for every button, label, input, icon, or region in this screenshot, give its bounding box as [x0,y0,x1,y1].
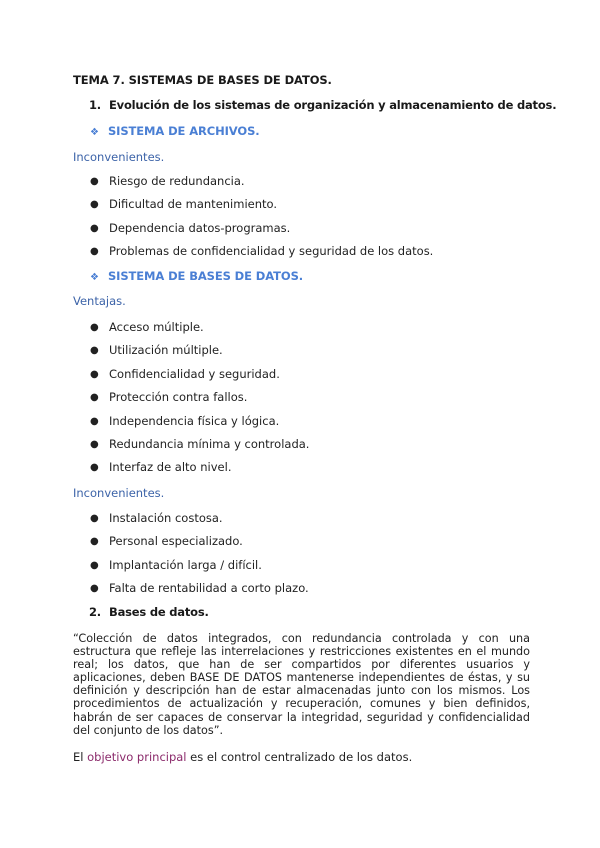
bullet-icon: ● [90,462,99,474]
bullet-icon: ● [90,536,99,548]
section-1-number: 1. [89,98,101,112]
list-item: ● Independencia física y lógica. [90,413,280,428]
section-1-heading [89,98,556,112]
list-item: ● Problemas de confidencialidad y seguridad de los datos. [90,244,434,259]
bullet-icon: ● [90,583,99,595]
bullet-icon: ● [90,559,99,571]
bases-heading-text: SISTEMA DE BASES DE DATOS. [108,269,304,283]
bases-inconvenientes-list [90,511,309,605]
archivos-heading-text: SISTEMA DE ARCHIVOS. [108,124,260,138]
archivos-heading [90,124,260,138]
list-item: ● Dependencia datos-programas. [90,220,291,235]
bullet-icon: ● [90,222,99,234]
bullet-icon: ● [90,513,99,524]
section-2-text: Bases de datos. [109,605,209,619]
bases-heading [90,269,303,283]
bullet-icon: ● [90,415,99,427]
bullet-icon: ● [90,322,99,333]
list-item: ● Dificultad de mantenimiento. [90,197,278,212]
bullet-icon: ● [90,438,99,450]
section-1-text: Evolución de los sistemas de organización y almacenamiento de datos. [109,98,557,112]
list-item: ● Riesgo de redundancia. [90,174,245,188]
bullet-icon: ● [90,368,99,380]
list-item: ● Utilización múltiple. [90,343,223,358]
document-title: TEMA 7. SISTEMAS DE BASES DE DATOS. [73,73,332,87]
archivos-inconvenientes-label: Inconvenientes. [73,150,165,164]
list-item: ● Confidencialidad y seguridad. [90,366,280,381]
objetivo-principal-highlight: objetivo principal [87,750,187,764]
definition-quote: “Colección de datos integrados, con redundancia controlada y con una estructura que refleje las interrelaciones y restricciones existentes en el mundo real; los datos, que han de ser compartidos por diferentes usuarios y aplicaciones, deben BASE DE DATOS mantenerse independientes de éstas, y su definición y descripción han de estar almacenadas junto con los mismos. Los procedimientos de actualización y recuperación, comunes y bien definidos, habrán de ser capaces de conservar la integridad, seguridad y confidencialidad del conjunto de los datos”. [73,632,530,737]
bases-inconvenientes-label: Inconvenientes. [73,486,165,500]
section-2-heading [89,605,209,619]
diamond-bullet-icon: ❖ [90,272,99,283]
bullet-icon: ● [90,176,99,187]
section-2-number: 2. [89,605,101,619]
diamond-bullet-icon: ❖ [90,127,99,138]
bases-ventajas-label: Ventajas. [73,294,126,308]
bullet-icon: ● [90,199,99,211]
list-item: ● Redundancia mínima y controlada. [90,436,310,451]
archivos-inconvenientes-list [90,174,433,268]
bullet-icon: ● [90,345,99,357]
list-item: ● Instalación costosa. [90,511,223,525]
list-item: ● Acceso múltiple. [90,320,204,334]
bullet-icon: ● [90,246,99,258]
list-item: ● Protección contra fallos. [90,390,248,405]
list-item: ● Personal especializado. [90,534,243,549]
list-item: ● Falta de rentabilidad a corto plazo. [90,581,309,596]
bullet-icon: ● [90,392,99,404]
list-item: ● Interfaz de alto nivel. [90,460,232,475]
list-item: ● Implantación larga / difícil. [90,557,262,572]
final-sentence: El objetivo principal es el control centralizado de los datos. [73,750,413,764]
bases-ventajas-list [90,320,309,484]
